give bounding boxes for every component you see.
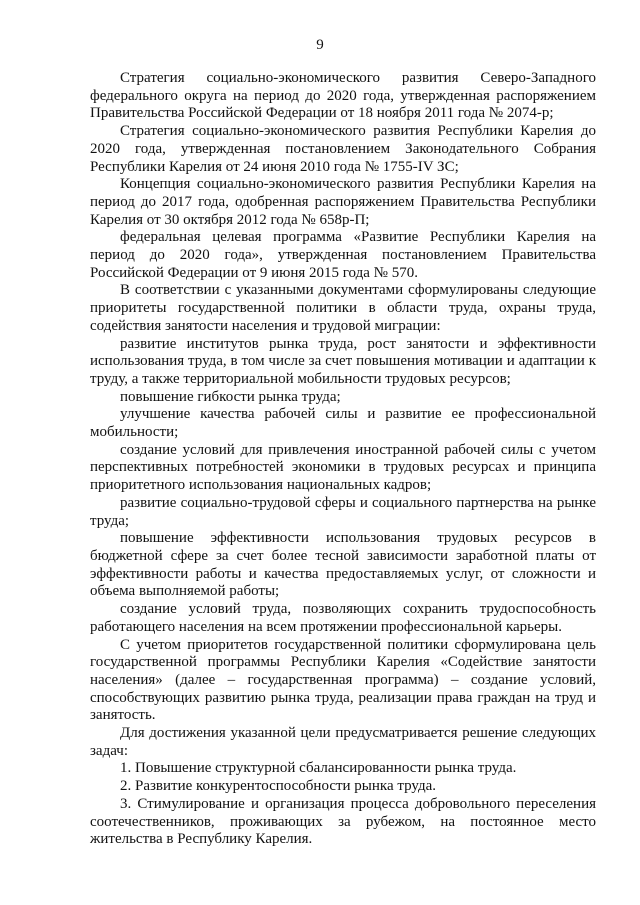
priority-item: улучшение качества рабочей силы и развитие ее профессиональной мобильности; (90, 406, 596, 441)
priority-item: повышение эффективности использования трудовых ресурсов в бюджетной сфере за счет более тесной зависимости заработной платы от эффективности работы и качества предоставляемых услуг, от сложности и объема выполняемой работы; (90, 530, 596, 600)
paragraph-concept-karelia: Концепция социально-экономического развития Республики Карелия на период до 2017 года, одобренная распоряжением Правительства Республики Карелия от 30 октября 2012 года № 658р-П; (90, 176, 596, 228)
paragraph-strategy-nwfd: Стратегия социально-экономического развития Северо-Западного федерального округа на период до 2020 года, утвержденная распоряжением Правительства Российской Федерации от 18 ноября 2011 года № 2074-р; (90, 70, 596, 122)
paragraph-priorities-intro: В соответствии с указанными документами сформулированы следующие приоритеты государственной политики в области труда, охраны труда, содействия занятости населения и трудовой миграции: (90, 282, 596, 334)
priority-item: создание условий труда, позволяющих сохранить трудоспособность работающего населения на всем протяжении профессиональной карьеры. (90, 601, 596, 635)
paragraph-strategy-karelia: Стратегия социально-экономического развития Республики Карелия до 2020 года, утвержденная постановлением Законодательного Собрания Республики Карелия от 24 июня 2010 года № 1755-IV ЗС; (90, 123, 596, 175)
document-body (90, 70, 596, 849)
paragraph-tasks-intro: Для достижения указанной цели предусматривается решение следующих задач: (90, 725, 596, 759)
task-item: 3. Стимулирование и организация процесса добровольного переселения соотечественников, проживающих за рубежом, на постоянное место жительства в Республику Карелия. (90, 795, 596, 848)
priority-item: развитие институтов рынка труда, рост занятости и эффективности использования труда, в том числе за счет повышения мотивации и адаптации к труду, а также территориальной мобильности трудовых ресурсов; (90, 335, 596, 387)
task-item: 2. Развитие конкурентоспособности рынка труда. (120, 778, 437, 795)
paragraph-program-goal: С учетом приоритетов государственной политики сформулирована цель государственной программы Республики Карелия «Содействие занятости населения» (далее – государственная программа) – создание условий, способствующих развитию рынка труда, реализации права граждан на труд и занятость. (90, 636, 596, 724)
paragraph-federal-program: федеральная целевая программа «Развитие Республики Карелия на период до 2020 года», утвержденная постановлением Правительства Российской Федерации от 9 июня 2015 года № 570. (90, 229, 596, 281)
priority-item: повышение гибкости рынка труда; (120, 388, 341, 405)
priority-item: развитие социально-трудовой сферы и социального партнерства на рынке труда; (90, 494, 596, 529)
page-number: 9 (316, 37, 324, 53)
task-item: 1. Повышение структурной сбалансированности рынка труда. (120, 760, 517, 777)
priority-item: создание условий для привлечения иностранной рабочей силы с учетом перспективных потребностей экономики в трудовых ресурсах и принципа приоритетного использования национальных кадров; (90, 441, 596, 494)
